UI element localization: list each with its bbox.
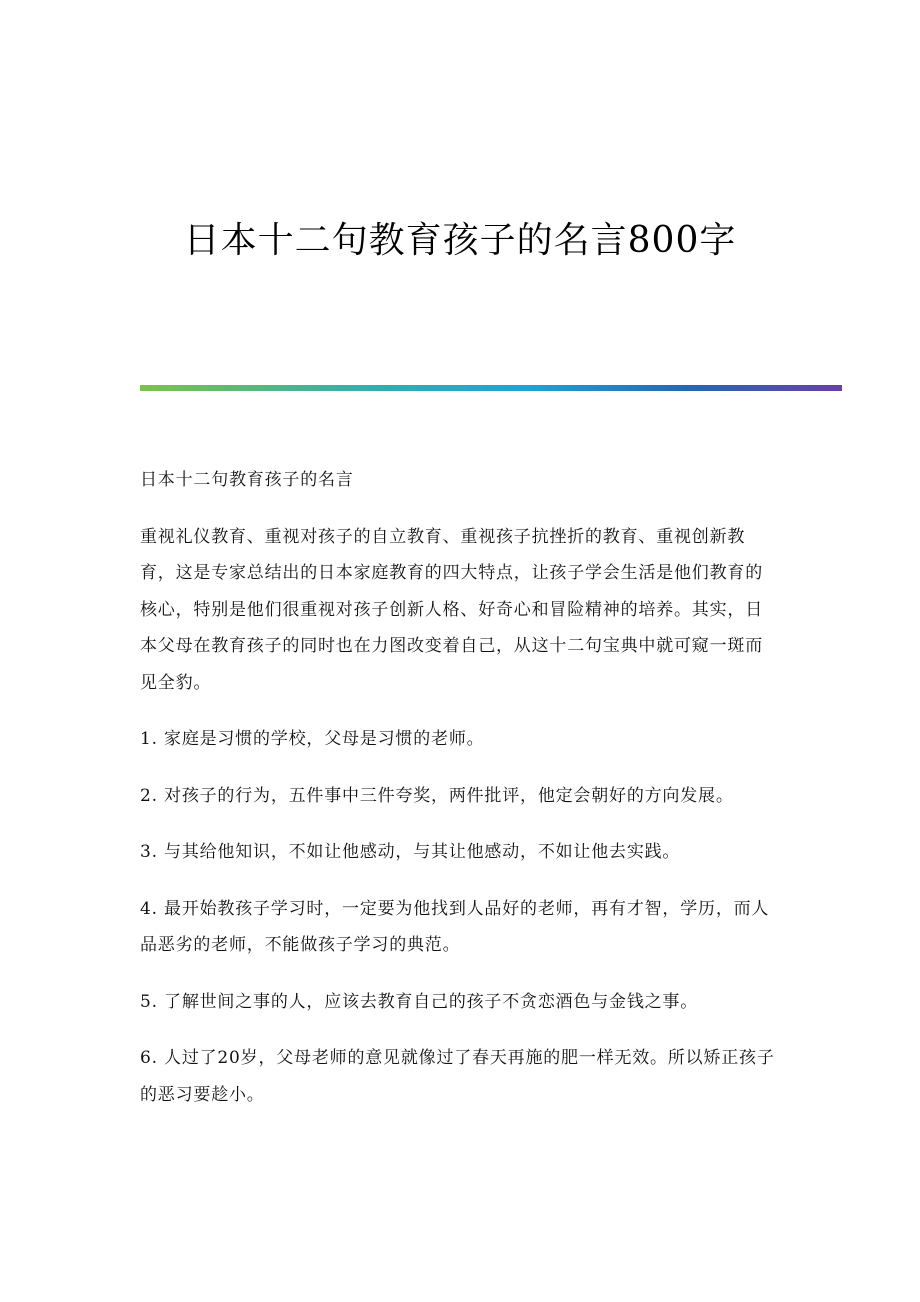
section-subheading: 日本十二句教育孩子的名言 — [140, 470, 354, 490]
intro-paragraph: 重视礼仪教育、重视对孩子的自立教育、重视孩子抗挫折的教育、重视创新教育，这是专家总结出的日本家庭教育的四大特点，让孩子学会生活是他们教育的核心，特别是他们很重视对孩子创新人格、好奇心和冒险精神的培养。其实，日本父母在教育孩子的同时也在力图改变着自己，从这十二句宝典中就可窥一斑而见全豹。 — [140, 526, 763, 693]
list-item: 6. 人过了20岁，父母老师的意见就像过了春天再施的肥一样无效。所以矫正孩子的恶习要趁小。 — [140, 1048, 775, 1105]
list-item: 1. 家庭是习惯的学校，父母是习惯的老师。 — [140, 729, 485, 749]
title-divider — [140, 385, 842, 391]
list-item: 4. 最开始教孩子学习时，一定要为他找到人品好的老师，再有才智，学历，而人品恶劣的老师，不能做孩子学习的典范。 — [140, 898, 770, 955]
list-item: 2. 对孩子的行为，五件事中三件夸奖，两件批评，他定会朝好的方向发展。 — [140, 785, 734, 806]
document-title: 日本十二句教育孩子的名言800字 — [183, 220, 737, 261]
list-item: 5. 了解世间之事的人，应该去教育自己的孩子不贪恋酒色与金钱之事。 — [140, 991, 699, 1012]
list-item: 3. 与其给他知识，不如让他感动，与其让他感动，不如让他去实践。 — [140, 842, 681, 862]
document-body — [140, 462, 780, 1133]
